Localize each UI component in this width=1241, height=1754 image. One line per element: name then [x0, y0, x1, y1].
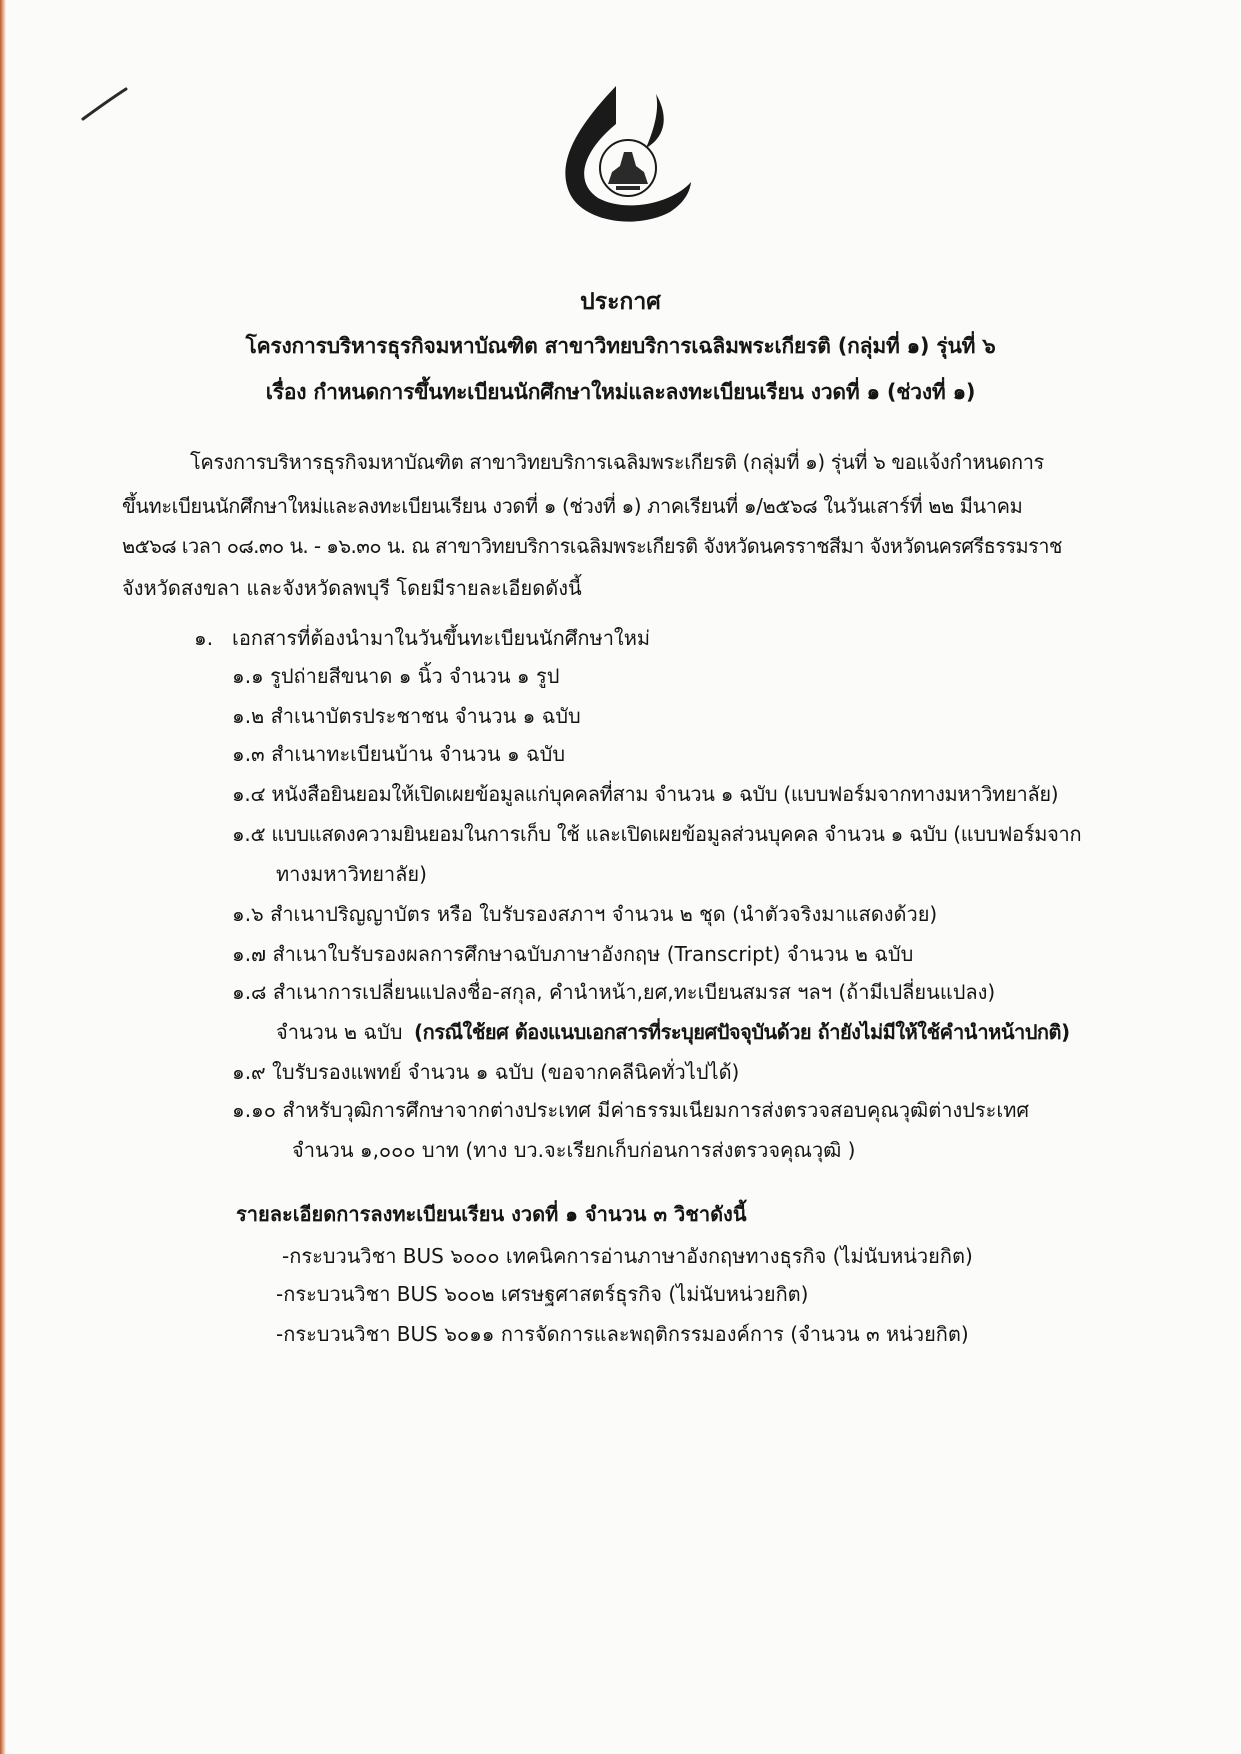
- section-1-number: ๑.: [194, 626, 214, 650]
- pen-stroke-mark: [80, 86, 130, 122]
- course-item: -กระบวนวิชา BUS ๖๐๐๒ เศรษฐศาสตร์ธุรกิจ (ไม่นับหน่วยกิต): [276, 1282, 809, 1306]
- document-item: ๑.๒ สำเนาบัตรประชาชน จำนวน ๑ ฉบับ: [232, 704, 581, 728]
- document-item: ๑.๔ หนังสือยินยอมให้เปิดเผยข้อมูลแก่บุคคลที่สาม จำนวน ๑ ฉบับ (แบบฟอร์มจากทางมหาวิทยาลัย): [232, 782, 1059, 806]
- document-item: ๑.๕ แบบแสดงความยินยอมในการเก็บ ใช้ และเปิดเผยข้อมูลส่วนบุคคล จำนวน ๑ ฉบับ (แบบฟอร์มจาก: [232, 822, 1082, 846]
- announcement-subject: เรื่อง กำหนดการขึ้นทะเบียนนักศึกษาใหม่และลงทะเบียนเรียน งวดที่ ๑ (ช่วงที่ ๑): [265, 380, 976, 404]
- document-item: ๑.๑ รูปถ่ายสีขนาด ๑ นิ้ว จำนวน ๑ รูป: [232, 664, 560, 688]
- course-item: -กระบวนวิชา BUS ๖๐๐๐ เทคนิคการอ่านภาษาอังกฤษทางธุรกิจ (ไม่นับหน่วยกิต): [282, 1244, 973, 1268]
- document-item-continued: จำนวน ๑,๐๐๐ บาท (ทาง บว.จะเรียกเก็บก่อนการส่งตรวจคุณวุฒิ ): [292, 1138, 856, 1162]
- intro-line: ขึ้นทะเบียนนักศึกษาใหม่และลงทะเบียนเรียน งวดที่ ๑ (ช่วงที่ ๑) ภาคเรียนที่ ๑/๒๕๖๘ ในวันเสาร์ที่ ๒๒ มีนาคม: [122, 494, 1023, 518]
- intro-line: ๒๕๖๘ เวลา ๐๘.๓๐ น. - ๑๖.๓๐ น. ณ สาขาวิทยบริการเฉลิมพระเกียรติ จังหวัดนครราชสีมา จังหวัดนครศรีธรรมราช: [122, 534, 1062, 558]
- document-item: ๑.๓ สำเนาทะเบียนบ้าน จำนวน ๑ ฉบับ: [232, 742, 566, 766]
- section-2-heading: รายละเอียดการลงทะเบียนเรียน งวดที่ ๑ จำนวน ๓ วิชาดังนี้: [236, 1202, 747, 1226]
- document-item: ๑.๑๐ สำหรับวุฒิการศึกษาจากต่างประเทศ มีค่าธรรมเนียมการส่งตรวจสอบคุณวุฒิต่างประเทศ: [232, 1098, 1030, 1122]
- document-item-continued: จำนวน ๒ ฉบับ: [276, 1020, 403, 1044]
- rank-note-emphasis: (กรณีใช้ยศ ต้องแนบเอกสารที่ระบุยศปัจจุบันด้วย ถ้ายังไม่มีให้ใช้คำนำหน้าปกติ): [414, 1020, 1070, 1044]
- section-1-heading: เอกสารที่ต้องนำมาในวันขึ้นทะเบียนนักศึกษาใหม่: [232, 626, 651, 650]
- program-subtitle: โครงการบริหารธุรกิจมหาบัณฑิต สาขาวิทยบริการเฉลิมพระเกียรติ (กลุ่มที่ ๑) รุ่นที่ ๖: [245, 334, 996, 358]
- intro-line: จังหวัดสงขลา และจังหวัดลพบุรี โดยมีรายละเอียดดังนี้: [122, 576, 582, 600]
- document-item: ๑.๙ ใบรับรองแพทย์ จำนวน ๑ ฉบับ (ขอจากคลีนิคทั่วไปได้): [232, 1060, 740, 1084]
- document-item-continued: ทางมหาวิทยาลัย): [276, 862, 427, 886]
- page-edge-shadow: [0, 0, 6, 1754]
- announcement-title: ประกาศ: [580, 289, 661, 315]
- university-seal-logo: [552, 82, 692, 230]
- intro-line: โครงการบริหารธุรกิจมหาบัณฑิต สาขาวิทยบริการเฉลิมพระเกียรติ (กลุ่มที่ ๑) รุ่นที่ ๖ ขอแจ้งกำหนดการ: [190, 450, 1044, 474]
- document-item: ๑.๗ สำเนาใบรับรองผลการศึกษาฉบับภาษาอังกฤษ (Transcript) จำนวน ๒ ฉบับ: [232, 942, 914, 966]
- document-item: ๑.๖ สำเนาปริญญาบัตร หรือ ใบรับรองสภาฯ จำนวน ๒ ชุด (นำตัวจริงมาแสดงด้วย): [232, 902, 938, 926]
- course-item: -กระบวนวิชา BUS ๖๐๑๑ การจัดการและพฤติกรรมองค์การ (จำนวน ๓ หน่วยกิต): [276, 1322, 969, 1346]
- document-item: ๑.๘ สำเนาการเปลี่ยนแปลงชื่อ-สกุล, คำนำหน้า,ยศ,ทะเบียนสมรส ฯลฯ (ถ้ามีเปลี่ยนแปลง): [232, 980, 996, 1004]
